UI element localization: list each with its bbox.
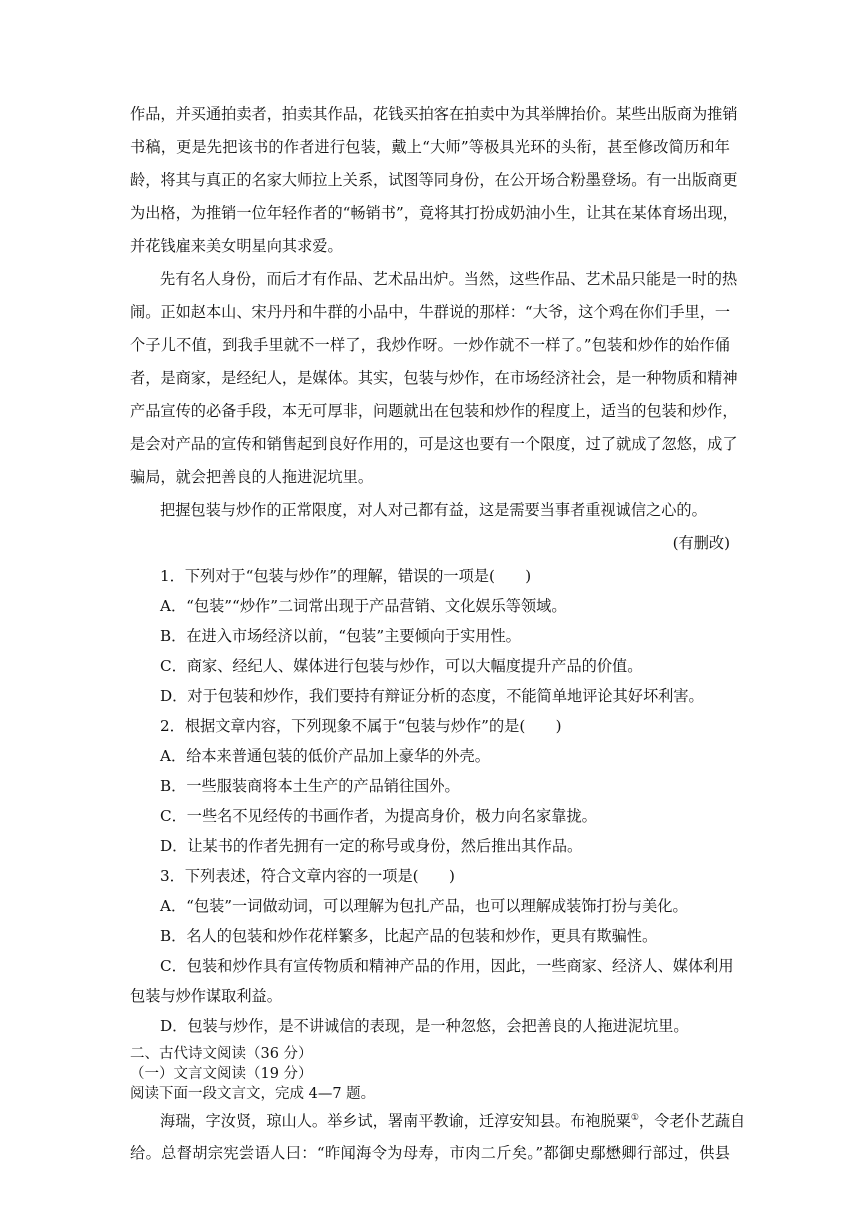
text-line: 产品宣传的必备手段，本无可厚非，问题就出在包装和炒作的程度上，适当的包装和炒作， — [130, 402, 738, 420]
question-stem: 2．根据文章内容，下列现象不属于“包装与炒作”的是( ) — [160, 717, 562, 735]
question-option: C．商家、经纪人、媒体进行包装与炒作，可以大幅度提升产品的价值。 — [160, 657, 643, 675]
text-line: 先有名人身份，而后才有作品、艺术品出炉。当然，这些作品、艺术品只能是一时的热 — [160, 270, 738, 288]
question-stem: 3．下列表述，符合文章内容的一项是( ) — [160, 867, 455, 885]
section-heading: 二、古代诗文阅读（36 分） — [130, 1046, 313, 1062]
text-line: 给。总督胡宗宪尝语人曰：“昨闻海令为母寿，市肉二斤矣。”都御史鄢懋卿行部过，供县 — [130, 1144, 730, 1162]
text-line: 把握包装与炒作的正常限度，对人对己都有益，这是需要当事者重视诚信之心的。 — [160, 501, 707, 519]
text-line: 龄，将其与真正的名家大师拉上关系，试图等同身份，在公开场合粉墨登场。有一出版商更 — [130, 171, 738, 189]
text-line: 为出格，为推销一位年轻作者的“畅销书”，竟将其打扮成奶油小生，让其在某体育场出现， — [130, 204, 738, 222]
classical-text-b: ，令老仆艺蔬自 — [638, 1112, 746, 1130]
instruction-text: 阅读下面一段文言文，完成 4—7 题。 — [130, 1086, 376, 1102]
text-line: 骗局，就会把善良的人拖进泥坑里。 — [130, 468, 373, 486]
text-line: 书稿，更是先把该书的作者进行包装，戴上“大师”等极具光环的头衔，甚至修改简历和年 — [130, 138, 730, 156]
question-option: B．名人的包装和炒作花样繁多，比起产品的包装和炒作，更具有欺骗性。 — [160, 927, 658, 945]
question-option: A．“包装”“炒作”二词常出现于产品营销、文化娱乐等领域。 — [160, 597, 567, 615]
question-option: A．“包装”一词做动词，可以理解为包扎产品，也可以理解成装饰打扮与美化。 — [160, 897, 688, 915]
question-option: B．一些服装商将本土生产的产品销往国外。 — [160, 777, 460, 795]
text-line: 个子儿不值，到我手里就不一样了，我炒作呀。一炒作就不一样了。”包装和炒作的始作俑 — [130, 336, 730, 354]
question-option: B．在进入市场经济以前，“包装”主要倾向于实用性。 — [160, 627, 521, 645]
subsection-heading: （一）文言文阅读（19 分） — [130, 1066, 313, 1082]
text-line: 闹。正如赵本山、宋丹丹和牛群的小品中，牛群说的那样：“大爷，这个鸡在你们手里，一 — [130, 303, 731, 321]
question-option: A．给本来普通包装的低价产品加上豪华的外壳。 — [160, 747, 490, 765]
text-line — [160, 1111, 746, 1131]
classical-text-a: 海瑞，字汝贤，琼山人。举乡试，署南平教谕，迁淳安知县。布袍脱粟 — [160, 1112, 631, 1130]
text-line: 作品，并买通拍卖者，拍卖其作品，花钱买拍客在拍卖中为其举牌抬价。某些出版商为推销 — [130, 105, 738, 123]
question-option-continued: 包装与炒作谋取利益。 — [130, 987, 282, 1005]
source-note: (有删改) — [672, 534, 730, 552]
footnote-mark: ① — [630, 1112, 639, 1123]
question-option: D．对于包装和炒作，我们要持有辩证分析的态度，不能简单地评论其好坏利害。 — [160, 687, 704, 705]
text-line: 并花钱雇来美女明星向其求爱。 — [130, 237, 343, 255]
question-option: D．让某书的作者先拥有一定的称号或身份，然后推出其作品。 — [160, 837, 583, 855]
question-option: C．包装和炒作具有宣传物质和精神产品的作用，因此，一些商家、经济人、媒体利用 — [160, 957, 734, 975]
question-option: C．一些名不见经传的书画作者，为提高身价，极力向名家靠拢。 — [160, 807, 597, 825]
text-line: 是会对产品的宣传和销售起到良好作用的，可是这也要有一个限度，过了就成了忽悠，成了 — [130, 435, 738, 453]
question-stem: 1．下列对于“包装与炒作”的理解，错误的一项是( ) — [160, 567, 532, 585]
question-option: D．包装与炒作，是不讲诚信的表现，是一种忽悠，会把善良的人拖进泥坑里。 — [160, 1017, 689, 1035]
text-line: 者，是商家，是经纪人，是媒体。其实，包装与炒作，在市场经济社会，是一种物质和精神 — [130, 369, 738, 387]
